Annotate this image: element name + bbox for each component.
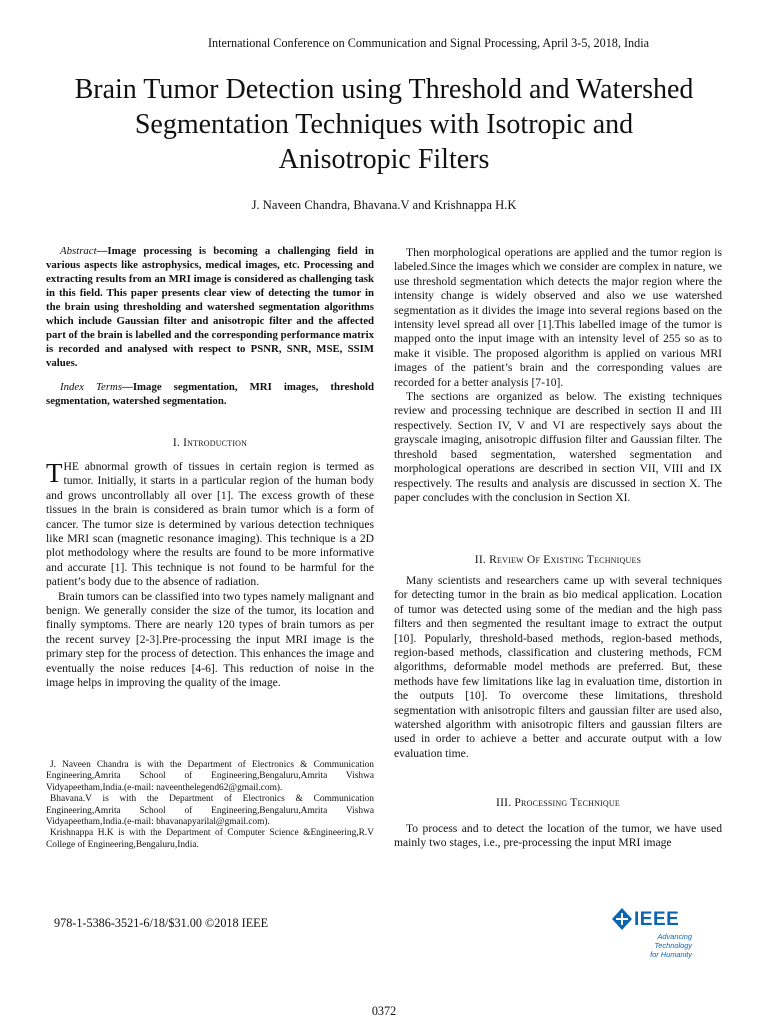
index-text: —Image segmentation, MRI images, threshold segmentation, watershed segmentation. [46, 381, 374, 407]
page-number: 0372 [371, 1004, 397, 1018]
index-label: Index Terms [60, 381, 123, 393]
isbn-copyright: 978-1-5386-3521-6/18/$31.00 ©2018 IEEE [54, 916, 269, 930]
review-paragraph-1: Many scientists and researchers came up with several techniques for detecting tumor in the brain as bio medical application. Location of tumor was detected using some of the median and the high pass filters and then segmented the resultant image to extract the output [10]. Popularly, threshold-based methods, region-based methods, region-based methods, classification and clustering methods, FCM algorithms, deformable model methods are preferred. But, these methods have few limitations like lag in evaluation time, distortion in the outputs [10]. To overcome these limitations, threshold segmentation with anisotropic filters and gaussian filter are used also, watershed algorithm with anisotropic filters and gaussian filters are used in order to achieve a better and accurate output with a low evaluation time. [394, 574, 722, 760]
paper-title [30, 72, 738, 177]
right-column-intro-cont [394, 246, 722, 505]
author-footnotes [46, 760, 374, 851]
ieee-tagline: Advancing Technology for Humanity [650, 932, 692, 959]
title-line-2: Segmentation Techniques with Isotropic and [134, 109, 634, 140]
abstract-text: —Image processing is becoming a challenging field in various aspects like astrophysics, medical images, etc. Processing and extracting results from an MRI image is considered as challenging task in this field. This paper presents clear view of detecting the tumor in the brain using thresholding and watershed segmentation algorithms which include Gaussian filter and anisotropic filter and the affected part of the brain is labelled and the corresponding performance matrix is recorded and analysed with respect to PSNR, SNR, MSE, SSIM values. [46, 245, 374, 369]
title-line-1: Brain Tumor Detection using Threshold and Watershed [74, 74, 694, 105]
footnote-2: Bhavana.V is with the Department of Electronics & Communication Engineering,Amrita School of Engineering,Bengaluru,Amrita Vishwa Vidyapeetham,India.(e-mail: bhavanapyarilal@gmail.com). [46, 794, 374, 828]
review-body [394, 574, 722, 761]
section-heading-processing: III. Processing Technique [496, 796, 620, 809]
footnote-3: Krishnappa H.K is with the Department of Computer Science &Engineering,R.V College of Engineering,Bengaluru,India. [46, 828, 374, 850]
ieee-diamond-icon [612, 908, 632, 930]
processing-body [394, 822, 722, 851]
ieee-logo [612, 906, 692, 958]
drop-cap: T [46, 458, 63, 488]
intro-paragraph-1: THE abnormal growth of tissues in certain region is termed as tumor. Initially, it starts in a particular region of the human body and grows uncontrollably all over [1]. The excess growth of these tissues in the brain is considered as brain tumor which is a form of cancer. The tumor size is determined by various detection techniques like MRI scan (magnetic resonance imaging). This technique is a 2D plot methodology where the results are found to be more informative and accurate [1]. This technique is not found to be harmful for the patient’s body due to the absence of radiation. [46, 458, 374, 589]
conference-header: International Conference on Communication and Signal Processing, April 3-5, 2018, India [208, 36, 650, 50]
footnote-1: J. Naveen Chandra is with the Department of Electronics & Communication Engineering,Amrita School of Engineering,Bengaluru,Amrita Vishwa Vidyapeetham,India.(e-mail: naveenthelegend62@gmail.com). [46, 760, 374, 793]
introduction-body [46, 460, 374, 691]
processing-paragraph-1: To process and to detect the location of the tumor, we have used mainly two stages, i.e., pre-processing the input MRI image [394, 822, 722, 850]
intro-paragraph-2: Brain tumors can be classified into two types namely malignant and benign. We generally consider the size of the tumor, its location and finally symptoms. There are nearly 120 types of brain tumors as per the recent survey [2-3].Pre-processing the input MRI image is the primary step for the process of detection. This enhances the image and eventually the noise reduces [4-6]. This reduction of noise in the image helps in improving the quality of the image. [46, 589, 374, 690]
ieee-wordmark: IEEE [634, 909, 680, 930]
title-line-3: Anisotropic Filters [278, 144, 490, 175]
section-heading-review: II. Review Of Existing Techniques [474, 553, 642, 566]
right-paragraph-2: The sections are organized as below. The existing techniques review and processing technique are described in section II and III respectively. Section IV, V and VI are respectively says about the grayscale imaging, anisotropic diffusion filter and Gaussian filter. The threshold based segmentation, watershed segmentation and morphological operations are described in section VII, VIII and IX respectively. The results and analysis are discussed in section X. The paper concludes with the conclusion in Section XI. [394, 390, 722, 504]
authors: J. Naveen Chandra, Bhavana.V and Krishnappa H.K [251, 198, 517, 212]
section-heading-introduction: I. Introduction [172, 436, 248, 449]
index-terms [46, 380, 374, 408]
abstract [46, 244, 374, 370]
abstract-label: Abstract [60, 245, 97, 257]
right-paragraph-1: Then morphological operations are applied and the tumor region is labeled.Since the images which we consider are complex in nature, we use threshold segmentation which detects the major region where the intensity change is widely observed and also we use watershed segmentation as it divides the image into several regions based on the intensity level spread all over [1].This labelled image of the tumor is mapped onto the input image with an intensity level of 255 so as to make it visible. The proposed algorithm is applied on various MRI images of the patient’s brain and the corresponding values are recorded for a better analysis [7-10]. [394, 246, 722, 389]
